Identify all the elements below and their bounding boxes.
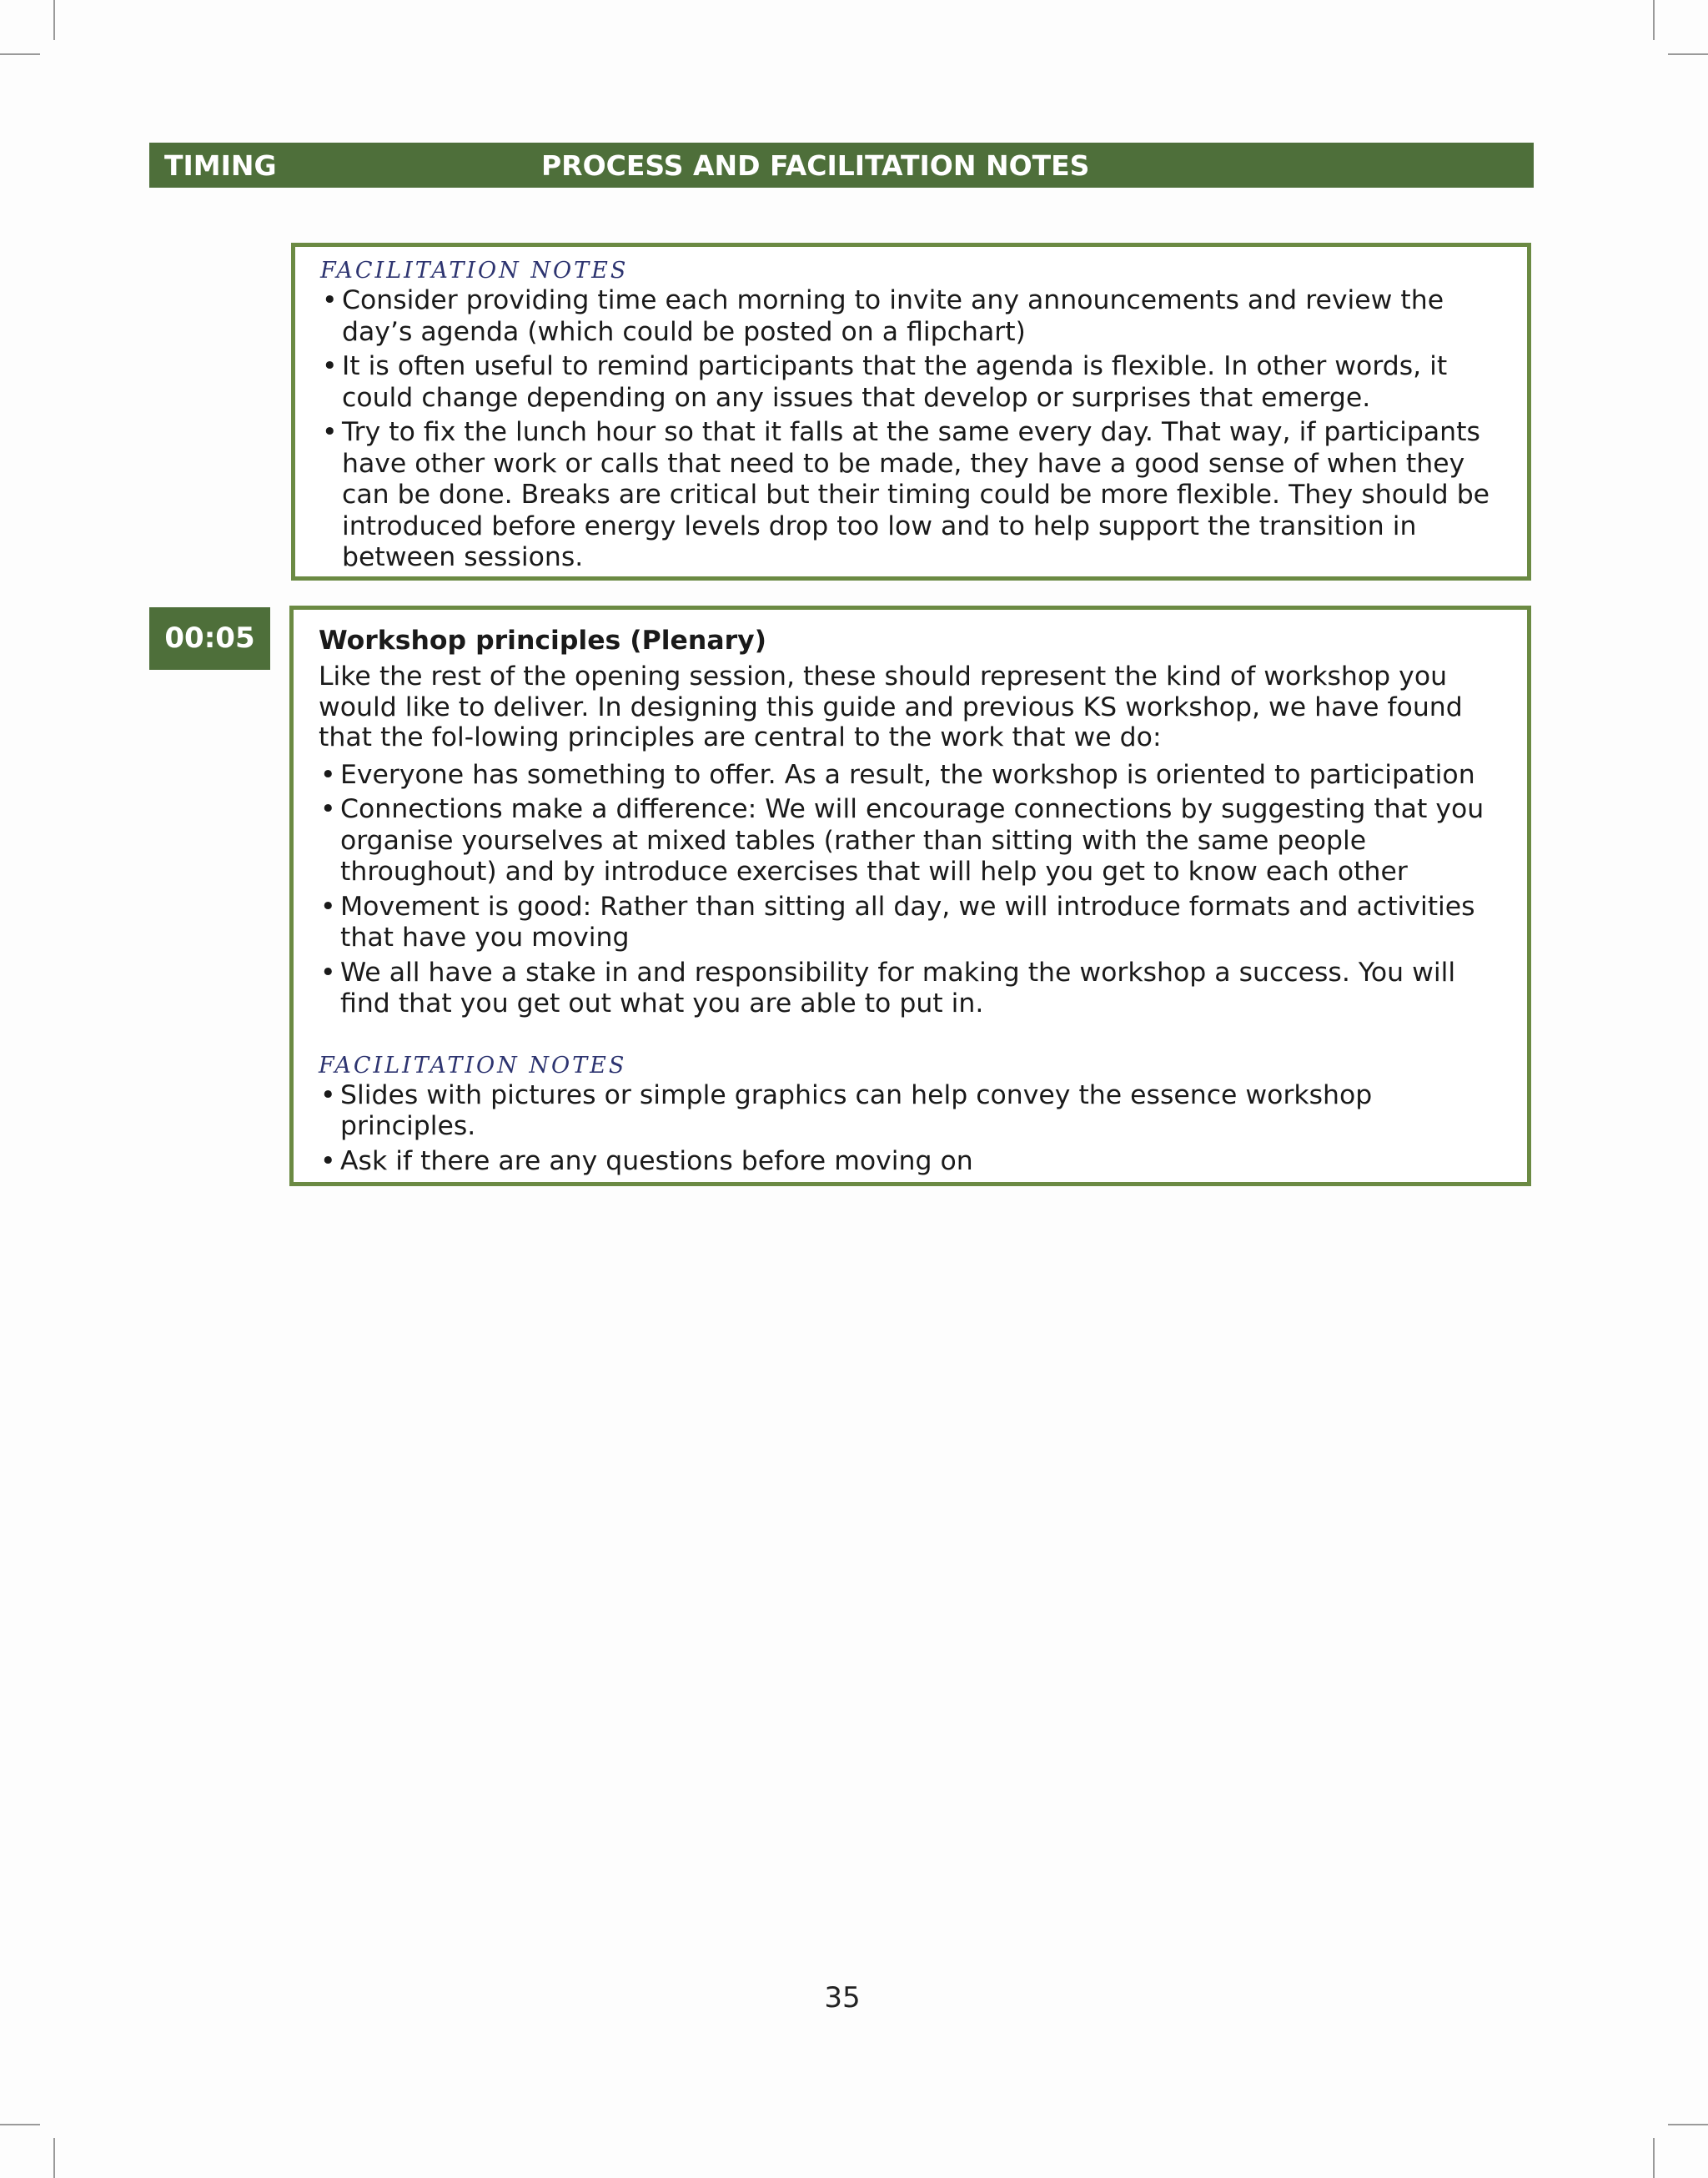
facilitation-notes-list — [319, 1080, 1505, 1178]
crop-mark — [53, 2138, 55, 2178]
facilitation-notes-list — [320, 285, 1505, 574]
page-number: 35 — [824, 1981, 861, 2015]
crop-mark — [1653, 2138, 1655, 2178]
session-intro: Like the rest of the opening session, these should represent the kind of workshop you would like to deliver. In designing this guide and previous KS workshop, we have found that the fol-lowing principles are central to the work that we do: — [319, 661, 1463, 752]
timing-column-header: TIMING — [164, 149, 277, 182]
list-item: • Slides with pictures or simple graphics can help convey the essence workshop principles. — [319, 1080, 1505, 1143]
facilitation-notes-title: FACILITATION NOTES — [319, 1052, 627, 1079]
process-column-header: PROCESS AND FACILITATION NOTES — [541, 149, 1090, 182]
crop-mark — [1653, 0, 1655, 40]
crop-mark — [1668, 2124, 1708, 2125]
list-item: • Try to fix the lunch hour so that it falls at the same every day. That way, if participants have other work or calls that need to be made, they have a good sense of when they can be done. Breaks are critical but their timing could be more flexible. They should be introduced before energy levels drop too low and to help support the transition in between sessions. — [320, 417, 1505, 574]
facilitation-notes-box — [291, 243, 1531, 581]
list-item: • Movement is good: Rather than sitting all day, we will introduce formats and activities that have you moving — [319, 892, 1505, 954]
crop-mark — [53, 0, 55, 40]
list-item: • It is often useful to remind participants that the agenda is flexible. In other words, it could change depending on any issues that develop or surprises that emerge. — [320, 351, 1505, 414]
session-time-badge: 00:05 — [149, 607, 270, 670]
session-title: Workshop principles (Plenary) — [319, 626, 767, 656]
session-box — [289, 606, 1531, 1186]
crop-mark — [0, 2124, 40, 2125]
spacer — [319, 1024, 1505, 1052]
list-item: • Ask if there are any questions before moving on — [319, 1146, 1505, 1178]
principles-list — [319, 760, 1505, 1020]
list-item: • Everyone has something to offer. As a result, the workshop is oriented to participation — [319, 760, 1505, 792]
table-header-bar — [149, 143, 1534, 188]
crop-mark — [1668, 53, 1708, 55]
list-item: • Consider providing time each morning to invite any announcements and review the day’s agenda (which could be posted on a flipchart) — [320, 285, 1505, 348]
list-item: • Connections make a difference: We will encourage connections by suggesting that you organise yourselves at mixed tables (rather than sitting with the same people throughout) and by introduce exercises that will help you get to know each other — [319, 794, 1505, 888]
crop-mark — [0, 53, 40, 55]
facilitation-notes-title: FACILITATION NOTES — [320, 258, 629, 284]
list-item: • We all have a stake in and responsibility for making the workshop a success. You will find that you get out what you are able to put in. — [319, 958, 1505, 1020]
